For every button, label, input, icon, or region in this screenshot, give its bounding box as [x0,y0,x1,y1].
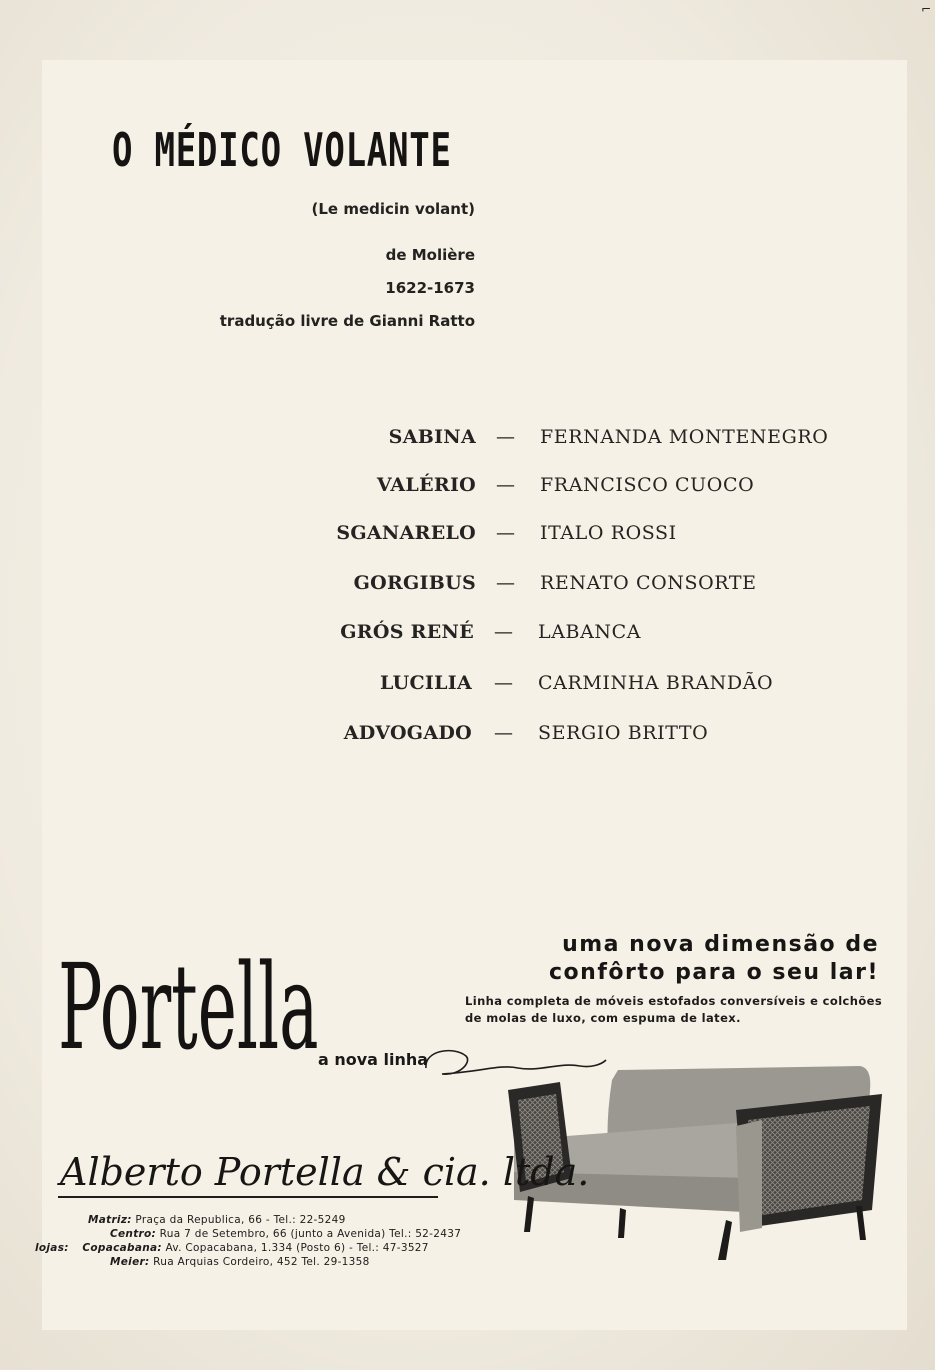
actor-name: RENATO CONSORTE [540,572,757,594]
actor-name: ITALO ROSSI [540,522,677,544]
address-label: Copacabana: [82,1242,162,1254]
ad-description: Linha completa de móveis estofados conversíveis e colchões de molas de luxo, com espuma de latex. [465,994,883,1025]
company-signature: Alberto Portella & cia. ltda. [60,1150,590,1194]
address-text: Rua 7 de Setembro, 66 (junto a Avenida) Tel.: 52-2437 [159,1228,462,1240]
play-title: O MÉDICO VOLANTE [112,123,452,177]
address-text: Rua Arquias Cordeiro, 452 Tel. 29-1358 [153,1256,370,1268]
cast-dash: — [496,426,515,448]
author: de Molière [385,246,475,264]
cast-dash: — [496,474,515,496]
role-name: ADVOGADO [343,722,472,744]
brand-logo: Portella [58,938,319,1076]
cast-row [0,522,935,552]
role-name: VALÉRIO [376,474,476,496]
role-name: SABINA [388,426,476,448]
address-text: Praça da Republica, 66 - Tel.: 22-5249 [135,1214,346,1226]
address-meier [110,1256,370,1268]
signature-underline [58,1196,438,1198]
author-years: 1622-1673 [385,279,475,297]
tagline-line-1: uma nova dimensão de [562,932,879,957]
cast-row [0,621,935,651]
role-name: GRÓS RENÉ [340,621,474,643]
actor-name: SERGIO BRITTO [538,722,709,744]
cast-dash: — [496,522,515,544]
original-title: (Le medicin volant) [311,200,475,218]
address-centro [110,1228,461,1240]
address-text: Av. Copacabana, 1.334 (Posto 6) - Tel.: 47-3527 [165,1242,429,1254]
address-matriz [88,1214,346,1226]
translation-credit: tradução livre de Gianni Ratto [219,312,475,330]
address-copacabana [35,1242,429,1254]
address-label: Matriz: [88,1214,132,1226]
corner-mark: ⌐ [920,2,931,16]
role-name: SGANARELO [336,522,476,544]
cast-dash: — [496,572,515,594]
cast-dash: — [494,722,513,744]
address-label: Meier: [110,1256,150,1268]
actor-name: FRANCISCO CUOCO [540,474,755,496]
cast-row [0,426,935,456]
lojas-label: lojas: [35,1242,69,1254]
tagline-line-2: confôrto para o seu lar! [549,960,879,985]
address-label: Centro: [110,1228,157,1240]
cast-dash: — [494,621,513,643]
new-line-label: a nova linha [318,1050,429,1069]
actor-name: CARMINHA BRANDÃO [538,672,774,694]
cast-row [0,572,935,602]
actor-name: FERNANDA MONTENEGRO [540,426,829,448]
cast-row [0,722,935,752]
role-name: LUCILIA [380,672,472,694]
cast-dash: — [494,672,513,694]
role-name: GORGIBUS [353,572,476,594]
actor-name: LABANCA [538,621,642,643]
cast-row [0,672,935,702]
cast-row [0,474,935,504]
